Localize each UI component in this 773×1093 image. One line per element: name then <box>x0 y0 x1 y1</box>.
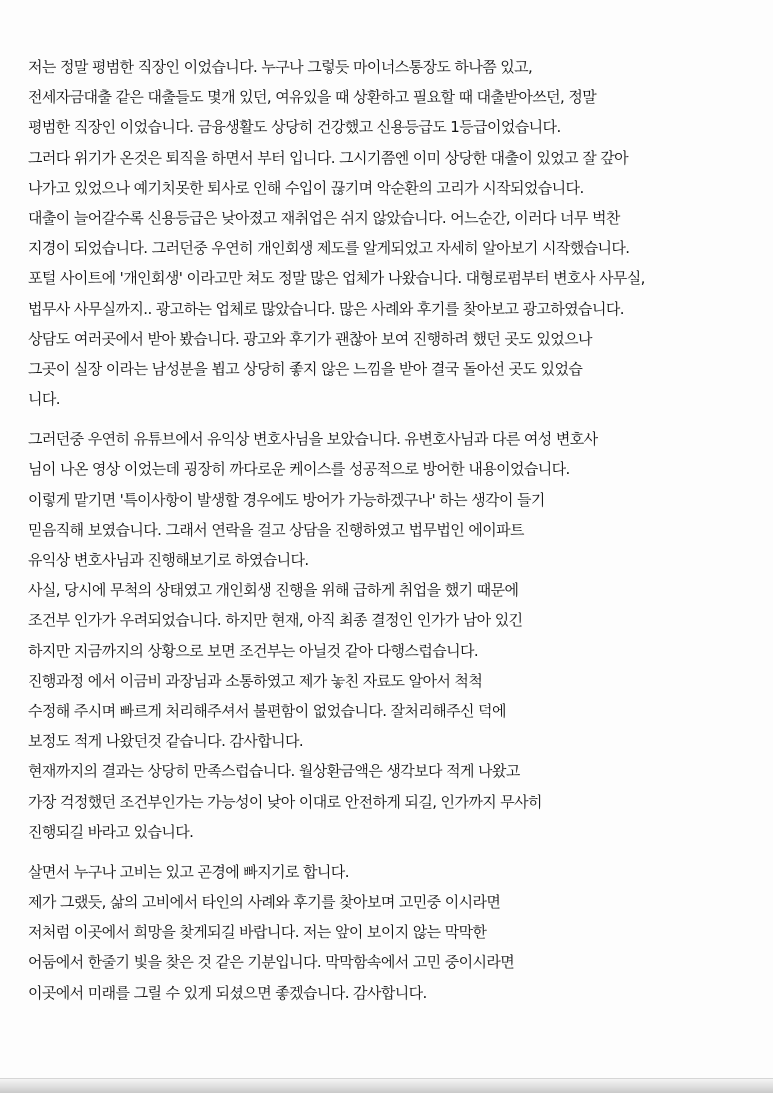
letter-line: 그곳이 실장 이라는 남성분을 뵙고 상당히 좋지 않은 느낌을 받아 결국 돌아선 곳도 있었습 <box>28 359 583 378</box>
letter-line: 수정해 주시며 빠르게 처리해주셔서 불편함이 없었습니다. 잘처리해주신 덕에 <box>28 701 506 720</box>
letter-line: 어둠에서 한줄기 빛을 찾은 것 같은 기분입니다. 막막함속에서 고민 중이시라면 <box>28 953 515 972</box>
letter-line: 보정도 적게 나왔던것 같습니다. 감사합니다. <box>28 732 304 751</box>
letter-line: 저는 정말 평범한 직장인 이었습니다. 누구나 그렇듯 마이너스통장도 하나쯤 있고, <box>28 58 533 76</box>
letter-line: 대출이 늘어갈수록 신용등급은 낮아졌고 재취업은 쉬지 않았습니다. 어느순간, 이러다 너무 벅찬 <box>28 208 620 227</box>
letter-line: 상담도 여러곳에서 받아 봤습니다. 광고와 후기가 괜찮아 보여 진행하려 했던 곳도 있었으나 <box>28 329 592 348</box>
letter-line: 하지만 지금까지의 상황으로 보면 조건부는 아닐것 같아 다행스럽습니다. <box>28 641 479 660</box>
letter-line: 사실, 당시에 무척의 상태였고 개인회생 진행을 위해 급하게 취업을 했기 때문에 <box>28 581 519 600</box>
letter-line: 지경이 되었습니다. 그러던중 우연히 개인회생 제도를 알게되었고 자세히 알아보기 시작했습니다. <box>28 239 630 258</box>
letter-line: 그러던중 우연히 유튜브에서 유익상 변호사님을 보았습니다. 유변호사님과 다른 여성 변호사 <box>28 430 598 449</box>
letter-line: 유익상 변호사님과 진행해보기로 하였습니다. <box>28 551 309 569</box>
letter-line: 진행과정 에서 이금비 과장님과 소통하였고 제가 놓친 자료도 알아서 척척 <box>28 671 483 690</box>
letter-line: 포털 사이트에 '개인회생' 이라고만 쳐도 정말 많은 업체가 나왔습니다. 대형로펌부터 변호사 사무실, <box>28 269 645 288</box>
letter-line: 현재까지의 결과는 상당히 만족스럽습니다. 월상환금액은 생각보다 적게 나왔고 <box>28 762 520 781</box>
letter-line: 그러다 위기가 온것은 퇴직을 하면서 부터 입니다. 그시기쯤엔 이미 상당한 대출이 있었고 잘 갚아 <box>28 148 629 167</box>
letter-line: 전세자금대출 같은 대출들도 몇개 있던, 여유있을 때 상환하고 필요할 때 대출받아쓰던, 정말 <box>28 88 597 107</box>
letter-line: 제가 그랬듯, 삶의 고비에서 타인의 사례와 후기를 찾아보며 고민중 이시라면 <box>28 893 501 912</box>
letter-line: 살면서 누구나 고비는 있고 곤경에 빠지기로 합니다. <box>28 862 349 881</box>
letter-line: 평범한 직장인 이었습니다. 금융생활도 상당히 건강했고 신용등급도 1등급이었습니다. <box>28 118 561 137</box>
letter-line: 조건부 인가가 우려되었습니다. 하지만 현재, 아직 최종 결정인 인가가 남아 있긴 <box>28 611 523 630</box>
letter-line: 님이 나온 영상 이었는데 굉장히 까다로운 케이스를 성공적으로 방어한 내용이었습니다. <box>28 460 570 479</box>
letter-line: 이곳에서 미래를 그릴 수 있게 되셨으면 좋겠습니다. 감사합니다. <box>28 983 427 1002</box>
letter-line: 믿음직해 보였습니다. 그래서 연락을 걸고 상담을 진행하였고 법무법인 에이파트 <box>28 520 524 539</box>
letter-line: 이렇게 맡기면 '특이사항이 발생할 경우에도 방어가 가능하겠구나' 하는 생각이 들기 <box>28 490 545 509</box>
letter-line: 가장 걱정했던 조건부인가는 가능성이 낮아 이대로 안전하게 되길, 인가까지 무사히 <box>28 792 542 811</box>
letter-line: 법무사 사무실까지.. 광고하는 업체로 많았습니다. 많은 사례와 후기를 찾아보고 광고하였습니다. <box>28 299 624 318</box>
page-bottom-edge <box>0 1078 773 1093</box>
letter-line: 저처럼 이곳에서 희망을 찾게되길 바랍니다. 저는 앞이 보이지 않는 막막한 <box>28 923 487 942</box>
letter-line: 진행되길 바라고 있습니다. <box>28 822 194 841</box>
handwritten-letter <box>28 52 764 1008</box>
letter-line: 니다. <box>28 390 60 409</box>
letter-line: 나가고 있었으나 예기치못한 퇴사로 인해 수입이 끊기며 악순환의 고리가 시작되었습니다. <box>28 178 584 197</box>
